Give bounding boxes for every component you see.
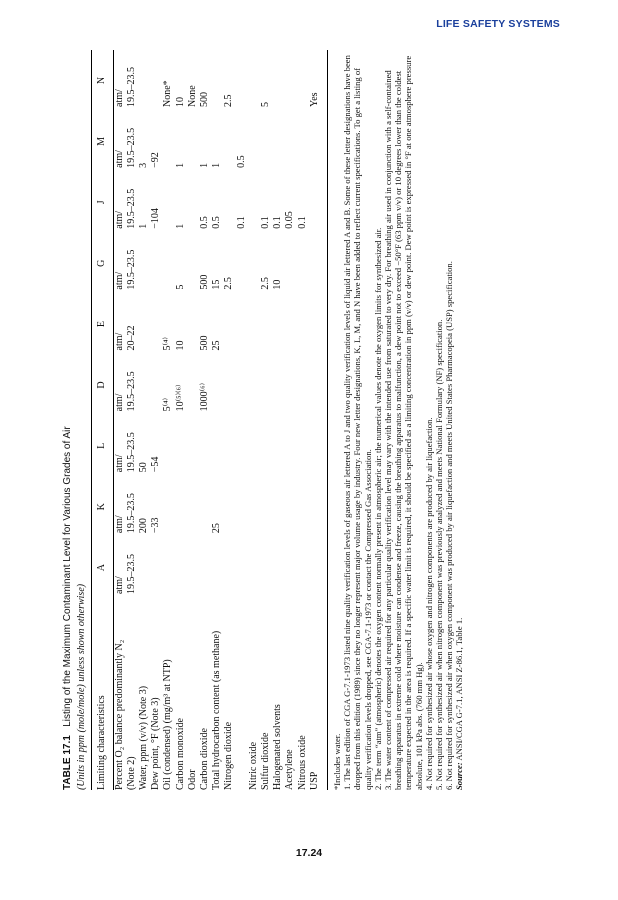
table-cell [272,294,284,355]
table-cell: 500 [198,335,210,351]
row-label: Acetylene [284,749,296,790]
table-cell: 1 [174,223,186,229]
table-cell: 0.05 [284,211,296,229]
footnote: 5. Not required for synthesized air when nitrogen component was previously analyzed and meets National Formulary (NF) specification. [433,319,444,790]
column-header-grade: G [92,233,113,294]
table-cell [309,172,321,233]
row-label: Total hydrocarbon content (as methane) [211,630,223,790]
table-cell [248,476,260,537]
row-label: Nitrous oxide [296,735,308,790]
row-label: Odor [186,769,198,790]
table-row [150,50,162,790]
table-cell: 0.1 [235,216,247,229]
source-text: ANSI/CGA G-7.1, ANSI Z-86.1, Table 1. [454,617,465,761]
table-cell [284,111,296,172]
table-cell: atm/ [113,150,125,168]
table-cell [162,537,174,598]
table-cell [248,415,260,476]
table-row [199,50,211,790]
table-number: TABLE 17.1 [62,735,73,790]
table-cell [260,476,272,537]
table-cell [187,111,199,172]
row-label: Nitric oxide [247,741,259,790]
table-cell: 0.5 [235,155,247,168]
table-header-row [92,50,113,790]
row-label: Halogenated solvents [272,704,284,790]
row-label [236,598,248,790]
table-cell: 3 [137,162,149,168]
table-cell: 10 [272,279,284,290]
table-cell [297,294,309,355]
table-cell: atm/ [113,210,125,229]
column-header-grade: M [92,111,113,172]
table-row [309,50,321,790]
footnote: 3. The water content of compressed air required for any particular quality verification level may vary with the intended use from saturated to very dry. For breathing air used in conjunction with a self-contained breathing apparatus in extreme cold where moisture can condense and freeze, causing the breathing apparatus to malfunction, a dew point not to exceed −50°F (63 ppm v/v) or 10 degrees lower than the coldest temperature expected in the area is required. If a specific water limit is required, it should be specified as a limiting concentration in ppm (v/v) or dew point. Dew point is expressed in °F at one atmosphere pressure absolute, 101 kPa abs. (760 mm Hg). [382,55,424,790]
table-row [248,50,260,790]
table-cell: atm/ [113,271,125,290]
table-cell [150,537,162,598]
table-cell: 2.5 [223,277,235,290]
table-row [126,50,138,790]
table-cell [309,415,321,476]
table-cell: 1 [174,162,186,168]
table-cell: None [186,85,198,107]
table-cell: 10 [174,97,186,107]
running-header: LIFE SAFETY SYSTEMS [436,18,560,30]
table-cell: 2.5 [259,277,271,290]
row-label: USP [308,771,320,790]
table-cell [284,537,296,598]
table-cell [272,537,284,598]
table-cell [187,476,199,537]
table-cell [187,294,199,355]
table-cell: atm/ [113,89,125,107]
table-cell [223,294,235,355]
table-cell [223,172,235,233]
table-cell [199,415,211,476]
table-cell [211,415,223,476]
table-cell: 5 [174,284,186,290]
table-row [175,50,187,790]
table-notes [327,50,454,790]
footnote: *Includes water. [331,733,342,790]
table-cell: 19.5–23.5 [125,371,137,412]
table-cell [297,50,309,111]
table-cell [309,476,321,537]
table-row [297,50,309,790]
table-cell [199,537,211,598]
column-header-grade: L [92,415,113,476]
table-cell: atm/ [113,576,125,594]
footnote: 4. Not required for synthesized air whose oxygen and nitrogen components are produced by air liquefaction. [423,417,434,790]
table-cell: 10⁽⁵⁾⁽⁶⁾ [174,384,186,412]
table-cell: 20–22 [125,325,137,351]
table-cell [199,476,211,537]
table-cell [297,111,309,172]
column-header-grade: J [92,172,113,233]
table-cell [162,233,174,294]
table-cell [272,476,284,537]
table-cell: 0.5 [211,216,223,229]
table-cell: 0.5 [198,216,210,229]
table-cell [248,50,260,111]
table-title-text: Listing of the Maximum Contaminant Level for Various Grades of Air [62,426,73,727]
table-cell [297,476,309,537]
table-cell [162,111,174,172]
table-cell: atm/ [113,454,125,473]
table-cell: 19.5–23.5 [125,493,137,534]
table-cell: 15 [211,279,223,290]
table-row [272,50,284,790]
table-cell [138,50,150,111]
table-cell [260,111,272,172]
table-cell: atm/ [113,332,125,351]
table-cell [236,537,248,598]
table-cell [211,50,223,111]
table-cell [309,233,321,294]
table-cell: −104 [150,208,162,229]
table-cell: 19.5–23.5 [125,188,137,229]
row-label: Oil (condensed) (mg/m³ at NTP) [162,659,174,790]
table-cell: 10 [174,340,186,351]
table-cell [284,294,296,355]
row-label: Percent O₂ balance predominantly N₂ [113,639,125,790]
table-cell [260,355,272,416]
table-cell [309,355,321,416]
table-cell [138,537,150,598]
row-label: Carbon monoxide [174,718,186,790]
table-row [284,50,296,790]
table-row [187,50,199,790]
table-row [223,50,235,790]
footnote: 2. The term “atm” (atmospheric) denotes the oxygen content normally present in atmospheric air; the numerical values denote the oxygen limits for synthesized air. [372,227,383,790]
table-cell [284,476,296,537]
table-cell [187,172,199,233]
table-cell [297,537,309,598]
table-cell: 19.5–23.5 [125,249,137,290]
table-cell [150,50,162,111]
table-cell [284,50,296,111]
table-cell [211,355,223,416]
table-cell: 500 [198,274,210,290]
table-cell: −33 [150,517,162,534]
table-cell [187,355,199,416]
table-cell [236,476,248,537]
table-cell: 19.5–23.5 [125,67,137,107]
table-cell [223,476,235,537]
table-cell [138,355,150,416]
table-cell: 25 [211,340,223,351]
table-cell: 19.5–23.5 [125,554,137,594]
table-subtitle: (Units in ppm (mole/mole) unless shown otherwise) [75,583,87,790]
table-cell [248,355,260,416]
table-cell [297,233,309,294]
footnote: 1. The last edition of CGA G-7.1-1973 listed nine quality verification levels of gaseous air lettered A to J and two quality verification levels of liquid air lettered A and B. Some of these letter designations have been dropped from this edition (1989) since they no longer represent major volume usage by industry. Four new letter designations, K, L, M, and N have been added to reflect current specifications. To get a listing of quality verification levels dropped, see CGA-7.1-1973 or contact the Compressed Gas Association. [342,55,373,790]
table-row [138,50,150,790]
table-cell [260,537,272,598]
table-cell [187,537,199,598]
table-cell [297,415,309,476]
row-label: Carbon dioxide [198,728,210,790]
table-cell: 5 [259,102,271,107]
table-cell: 0.1 [296,216,308,229]
table-cell [236,415,248,476]
table-cell [236,233,248,294]
table-cell: 5⁽⁴⁾ [162,397,174,412]
table-cell [138,294,150,355]
table-cell [272,355,284,416]
table-cell [138,233,150,294]
table-cell [309,294,321,355]
table-row [260,50,272,790]
table-cell [211,537,223,598]
table-cell [223,415,235,476]
column-header-grade: K [92,476,113,537]
table-cell: 19.5–23.5 [125,432,137,473]
row-label: Nitrogen dioxide [223,721,235,790]
table-cell: −92 [150,152,162,168]
table-cell [150,355,162,416]
table-cell [309,111,321,172]
row-label: (Note 2) [125,756,137,790]
table-cell: 0.1 [259,216,271,229]
rotated-table-block [62,50,552,790]
table-cell [223,537,235,598]
table-cell: 5⁽⁴⁾ [162,337,174,351]
table-cell [248,233,260,294]
table-cell [150,233,162,294]
table-cell [272,111,284,172]
table-cell [248,172,260,233]
table-row [162,50,174,790]
table-title [62,50,75,790]
table-cell: 500 [198,92,210,107]
table-cell: 1000⁽⁶⁾ [198,382,210,412]
table-cell [248,294,260,355]
table-body [113,50,321,790]
table-cell [162,415,174,476]
table-cell: 19.5–23.5 [125,127,137,168]
table-cell [297,355,309,416]
table-cell: 2.5 [223,94,235,107]
table-cell [162,476,174,537]
table-cell [236,294,248,355]
table-cell: 1 [198,162,210,168]
column-header-grade: E [92,294,113,355]
table-cell [175,415,187,476]
table-cell: −54 [150,456,162,473]
table-cell [187,233,199,294]
column-header-grade: A [92,537,113,598]
table-cell [175,476,187,537]
table-cell: 200 [137,518,149,534]
table-cell [284,415,296,476]
table-cell: 1 [211,162,223,168]
table-cell [260,415,272,476]
source-line [454,50,464,790]
table-row [211,50,223,790]
row-label: Sulfur dioxide [259,732,271,790]
table-cell [248,111,260,172]
table-cell: 50 [137,462,149,473]
table-cell [223,111,235,172]
table-cell [236,355,248,416]
page-number: 17.24 [295,847,323,859]
table-cell [175,537,187,598]
table-cell [223,355,235,416]
column-header-grade: D [92,355,113,416]
table-cell [260,294,272,355]
row-label: Water, ppm (v/v) (Note 3) [137,685,149,790]
column-header-limiting: Limiting characteristics [92,598,113,790]
table-cell [309,537,321,598]
table-cell [248,537,260,598]
contaminant-table [92,50,321,790]
table-cell: Yes [308,92,320,107]
table-cell [150,294,162,355]
table-cell [272,50,284,111]
table-cell [187,415,199,476]
table-row [113,50,126,790]
table-cell [284,355,296,416]
table-cell [236,50,248,111]
table-cell [284,233,296,294]
footnote: 6. Not required for synthesized air when oxygen component was produced by air liquefaction and meets United States Pharmacopeia (USP) specification. [444,261,455,790]
table-row [236,50,248,790]
table-cell [162,172,174,233]
table-cell: atm/ [113,515,125,534]
source-label: Source: [454,762,465,790]
table-cell: 1 [137,223,149,229]
row-label: Dew point, °F (Note 3) [150,697,162,790]
table-cell [272,415,284,476]
table-cell: atm/ [113,393,125,412]
table-cell: 0.1 [272,216,284,229]
table-cell: 25 [211,523,223,534]
table-cell: None* [162,80,174,107]
column-header-grade: N [92,50,113,111]
